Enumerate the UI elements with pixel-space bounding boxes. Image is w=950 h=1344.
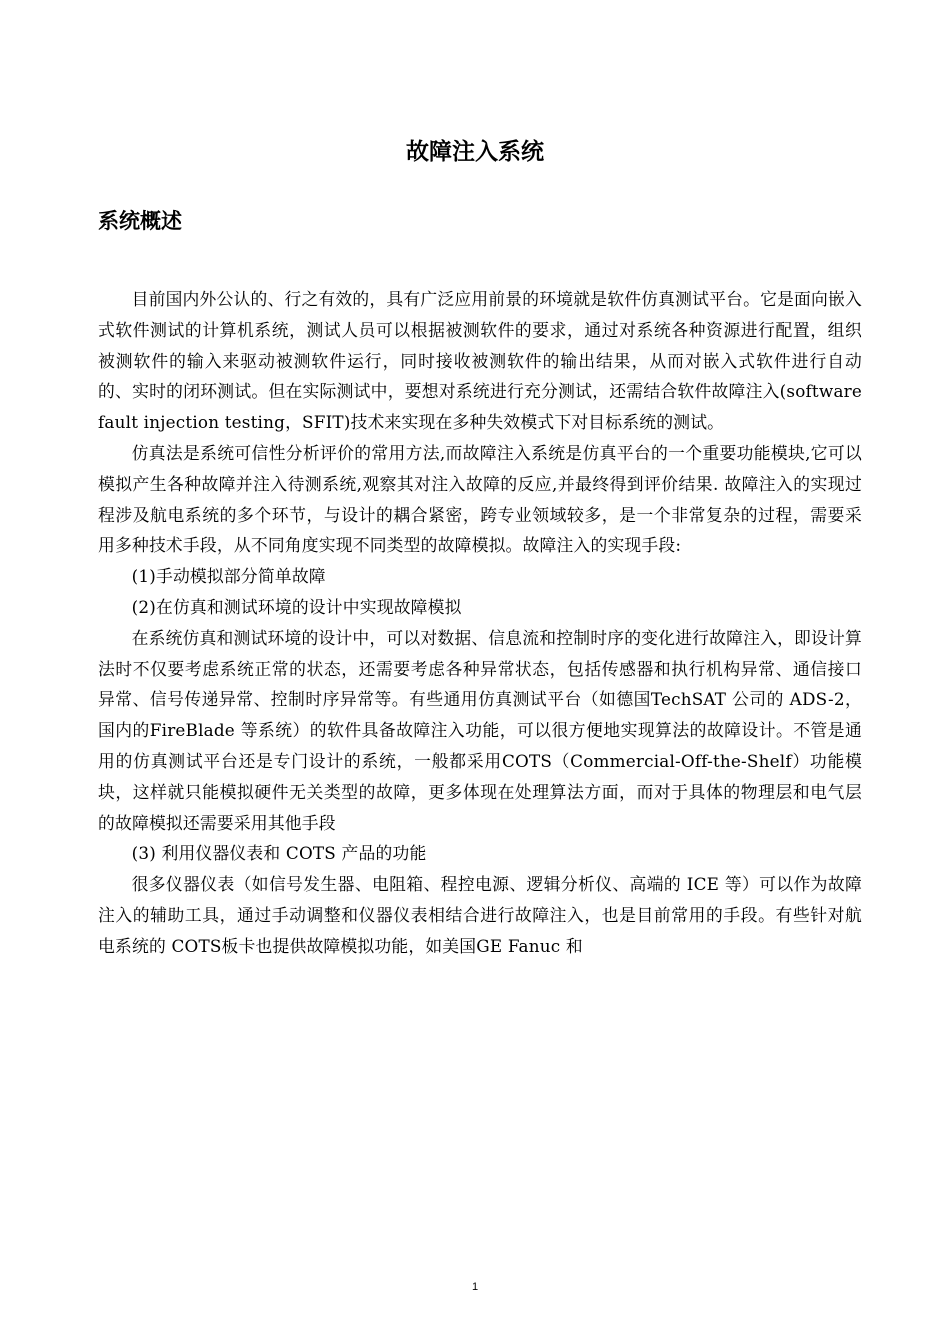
list-item-environment-design: (2)在仿真和测试环境的设计中实现故障模拟 (131, 596, 462, 617)
document-title: 故障注入系统 (406, 139, 544, 165)
paragraph-instruments: 很多仪器仪表（如信号发生器、电阻箱、程控电源、逻辑分析仪、高端的 ICE 等）可以作为故障注入的辅助工具，通过手动调整和仪器仪表相结合进行故障注入，也是目前常用的手段。有些针对航电系统的 COTS板卡也提供故障模拟功能，如美国GE Fanuc 和 (98, 874, 862, 956)
paragraph-simulation-method: 仿真法是系统可信性分析评价的常用方法,而故障注入系统是仿真平台的一个重要功能模块,它可以模拟产生各种故障并注入待测系统,观察其对注入故障的反应,并最终得到评价结果. 故障注入的实现过程涉及航电系统的多个环节，与设计的耦合紧密，跨专业领域较多，是一个非常复杂的过程，需要采用多种技术手段，从不同角度实现不同类型的故障模拟。故障注入的实现手段: (98, 442, 862, 556)
list-item-manual-simulation: (1)手动模拟部分简单故障 (131, 566, 326, 587)
body-text (98, 284, 862, 962)
section-heading: 系统概述 (98, 209, 182, 233)
paragraph-intro: 目前国内外公认的、行之有效的，具有广泛应用前景的环境就是软件仿真测试平台。它是面向嵌入式软件测试的计算机系统，测试人员可以根据被测软件的要求，通过对系统各种资源进行配置，组织被测软件的输入来驱动被测软件运行，同时接收被测软件的输出结果，从而对嵌入式软件进行自动的、实时的闭环测试。但在实际测试中，要想对系统进行充分测试，还需结合软件故障注入(software fault injection testing，SFIT)技术来实现在多种失效模式下对目标系统的测试。 (98, 289, 862, 433)
page-number: 1 (471, 1281, 479, 1293)
list-item-instruments-cots: (3) 利用仪器仪表和 COTS 产品的功能 (131, 843, 427, 864)
paragraph-environment-design: 在系统仿真和测试环境的设计中，可以对数据、信息流和控制时序的变化进行故障注入，即设计算法时不仅要考虑系统正常的状态，还需要考虑各种异常状态，包括传感器和执行机构异常、通信接口异常、信号传递异常、控制时序异常等。有些通用仿真测试平台（如德国TechSAT 公司的 ADS-2，国内的FireBlade 等系统）的软件具备故障注入功能，可以很方便地实现算法的故障设计。不管是通用的仿真测试平台还是专门设计的系统，一般都采用COTS（Commercial-Off-the-Shelf）功能模块，这样就只能模拟硬件无关类型的故障，更多体现在处理算法方面，而对于具体的物理层和电气层的故障模拟还需要采用其他手段 (98, 627, 862, 833)
